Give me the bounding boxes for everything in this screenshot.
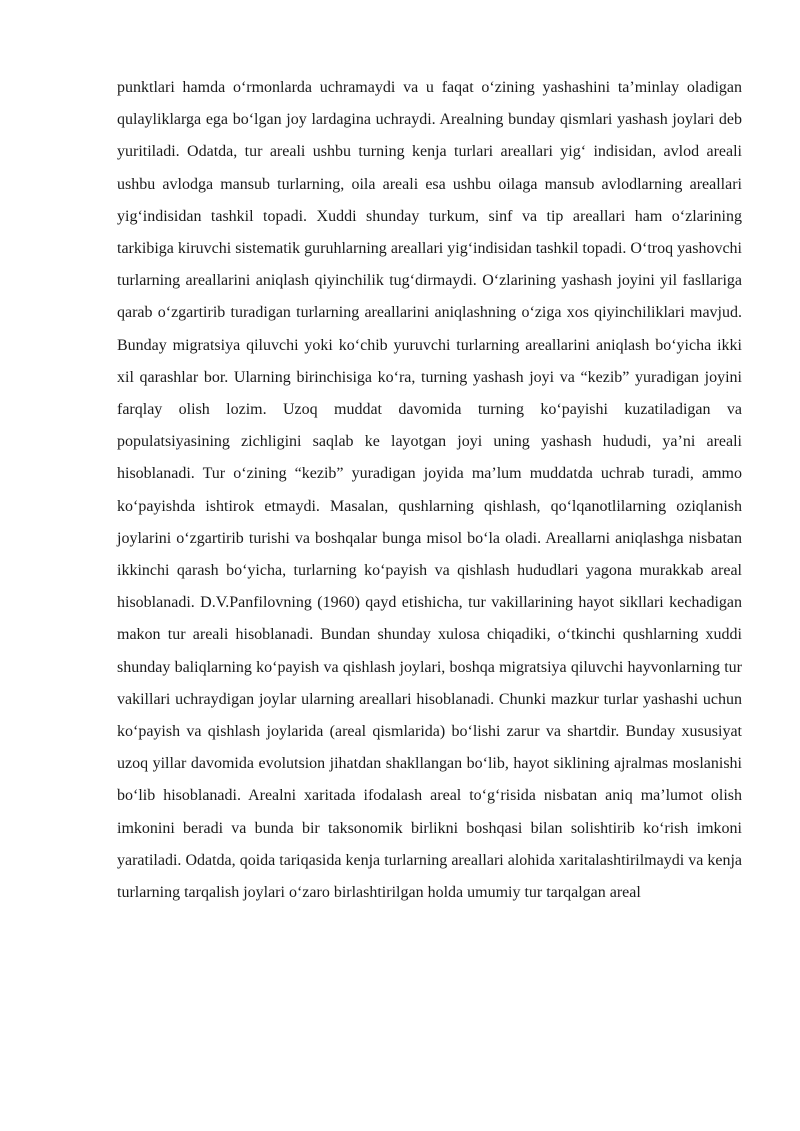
document-page	[117, 72, 742, 909]
body-paragraph: punktlari hamda o‘rmonlarda uchramaydi va u faqat o‘zining yashashini ta’minlay oladigan qulayliklarga ega bo‘lgan joy lardagina uchraydi. Arealning bunday qismlari yashash joylari deb yuritiladi. Odatda, tur areali ushbu turning kenja turlari areallari yig‘ indisidan, avlod areali ushbu avlodga mansub turlarning, oila areali esa ushbu oilaga mansub avlodlarning areallari yig‘indisidan tashkil topadi. Xuddi shunday turkum, sinf va tip areallari ham o‘zlarining tarkibiga kiruvchi sistematik guruhlarning areallari yig‘indisidan tashkil topadi. O‘troq yashovchi turlarning areallarini aniqlash qiyinchilik tug‘dirmaydi. O‘zlarining yashash joyini yil fasllariga qarab o‘zgartirib turadigan turlarning areallarini aniqlashning o‘ziga xos qiyinchiliklari mavjud. Bunday migratsiya qiluvchi yoki ko‘chib yuruvchi turlarning areallarini aniqlash bo‘yicha ikki xil qarashlar bor. Ularning birinchisiga ko‘ra, turning yashash joyi va “kezib” yuradigan joyini farqlay olish lozim. Uzoq muddat davomida turning ko‘payishi kuzatiladigan va populatsiyasining zichligini saqlab ke layotgan joyi uning yashash hududi, ya’ni areali hisoblanadi. Tur o‘zining “kezib” yuradigan joyida ma’lum muddatda uchrab turadi, ammo ko‘payishda ishtirok etmaydi. Masalan, qushlarning qishlash, qo‘lqanotlilarning oziqlanish joylarini o‘zgartirib turishi va boshqalar bunga misol bo‘la oladi. Areallarni aniqlashga nisbatan ikkinchi qarash bo‘yicha, turlarning ko‘payish va qishlash hududlari yagona murakkab areal hisoblanadi. D.V.Panfilovning (1960) qayd etishicha, tur vakillarining hayot sikllari kechadigan makon tur areali hisoblanadi. Bundan shunday xulosa chiqadiki, o‘tkinchi qushlarning xuddi shunday baliqlarning ko‘payish va qishlash joylari, boshqa migratsiya qiluvchi hayvonlarning tur vakillari uchraydigan joylar ularning areallari hisoblanadi. Chunki mazkur turlar yashashi uchun ko‘payish va qishlash joylarida (areal qismlarida) bo‘lishi zarur va shartdir. Bunday xususiyat uzoq yillar davomida evolutsion jihatdan shakllangan bo‘lib, hayot siklining ajralmas moslanishi bo‘lib hisoblanadi. Arealni xaritada ifodalash areal to‘g‘risida nisbatan aniq ma’lumot olish imkonini beradi va bunda bir taksonomik birlikni boshqasi bilan solishtirib ko‘rish imkoni yaratiladi. Odatda, qoida tariqasida kenja turlarning areallari alohida xaritalashtirilmaydi va kenja turlarning tarqalish joylari o‘zaro birlashtirilgan holda umumiy tur tarqalgan areal	[117, 79, 742, 902]
